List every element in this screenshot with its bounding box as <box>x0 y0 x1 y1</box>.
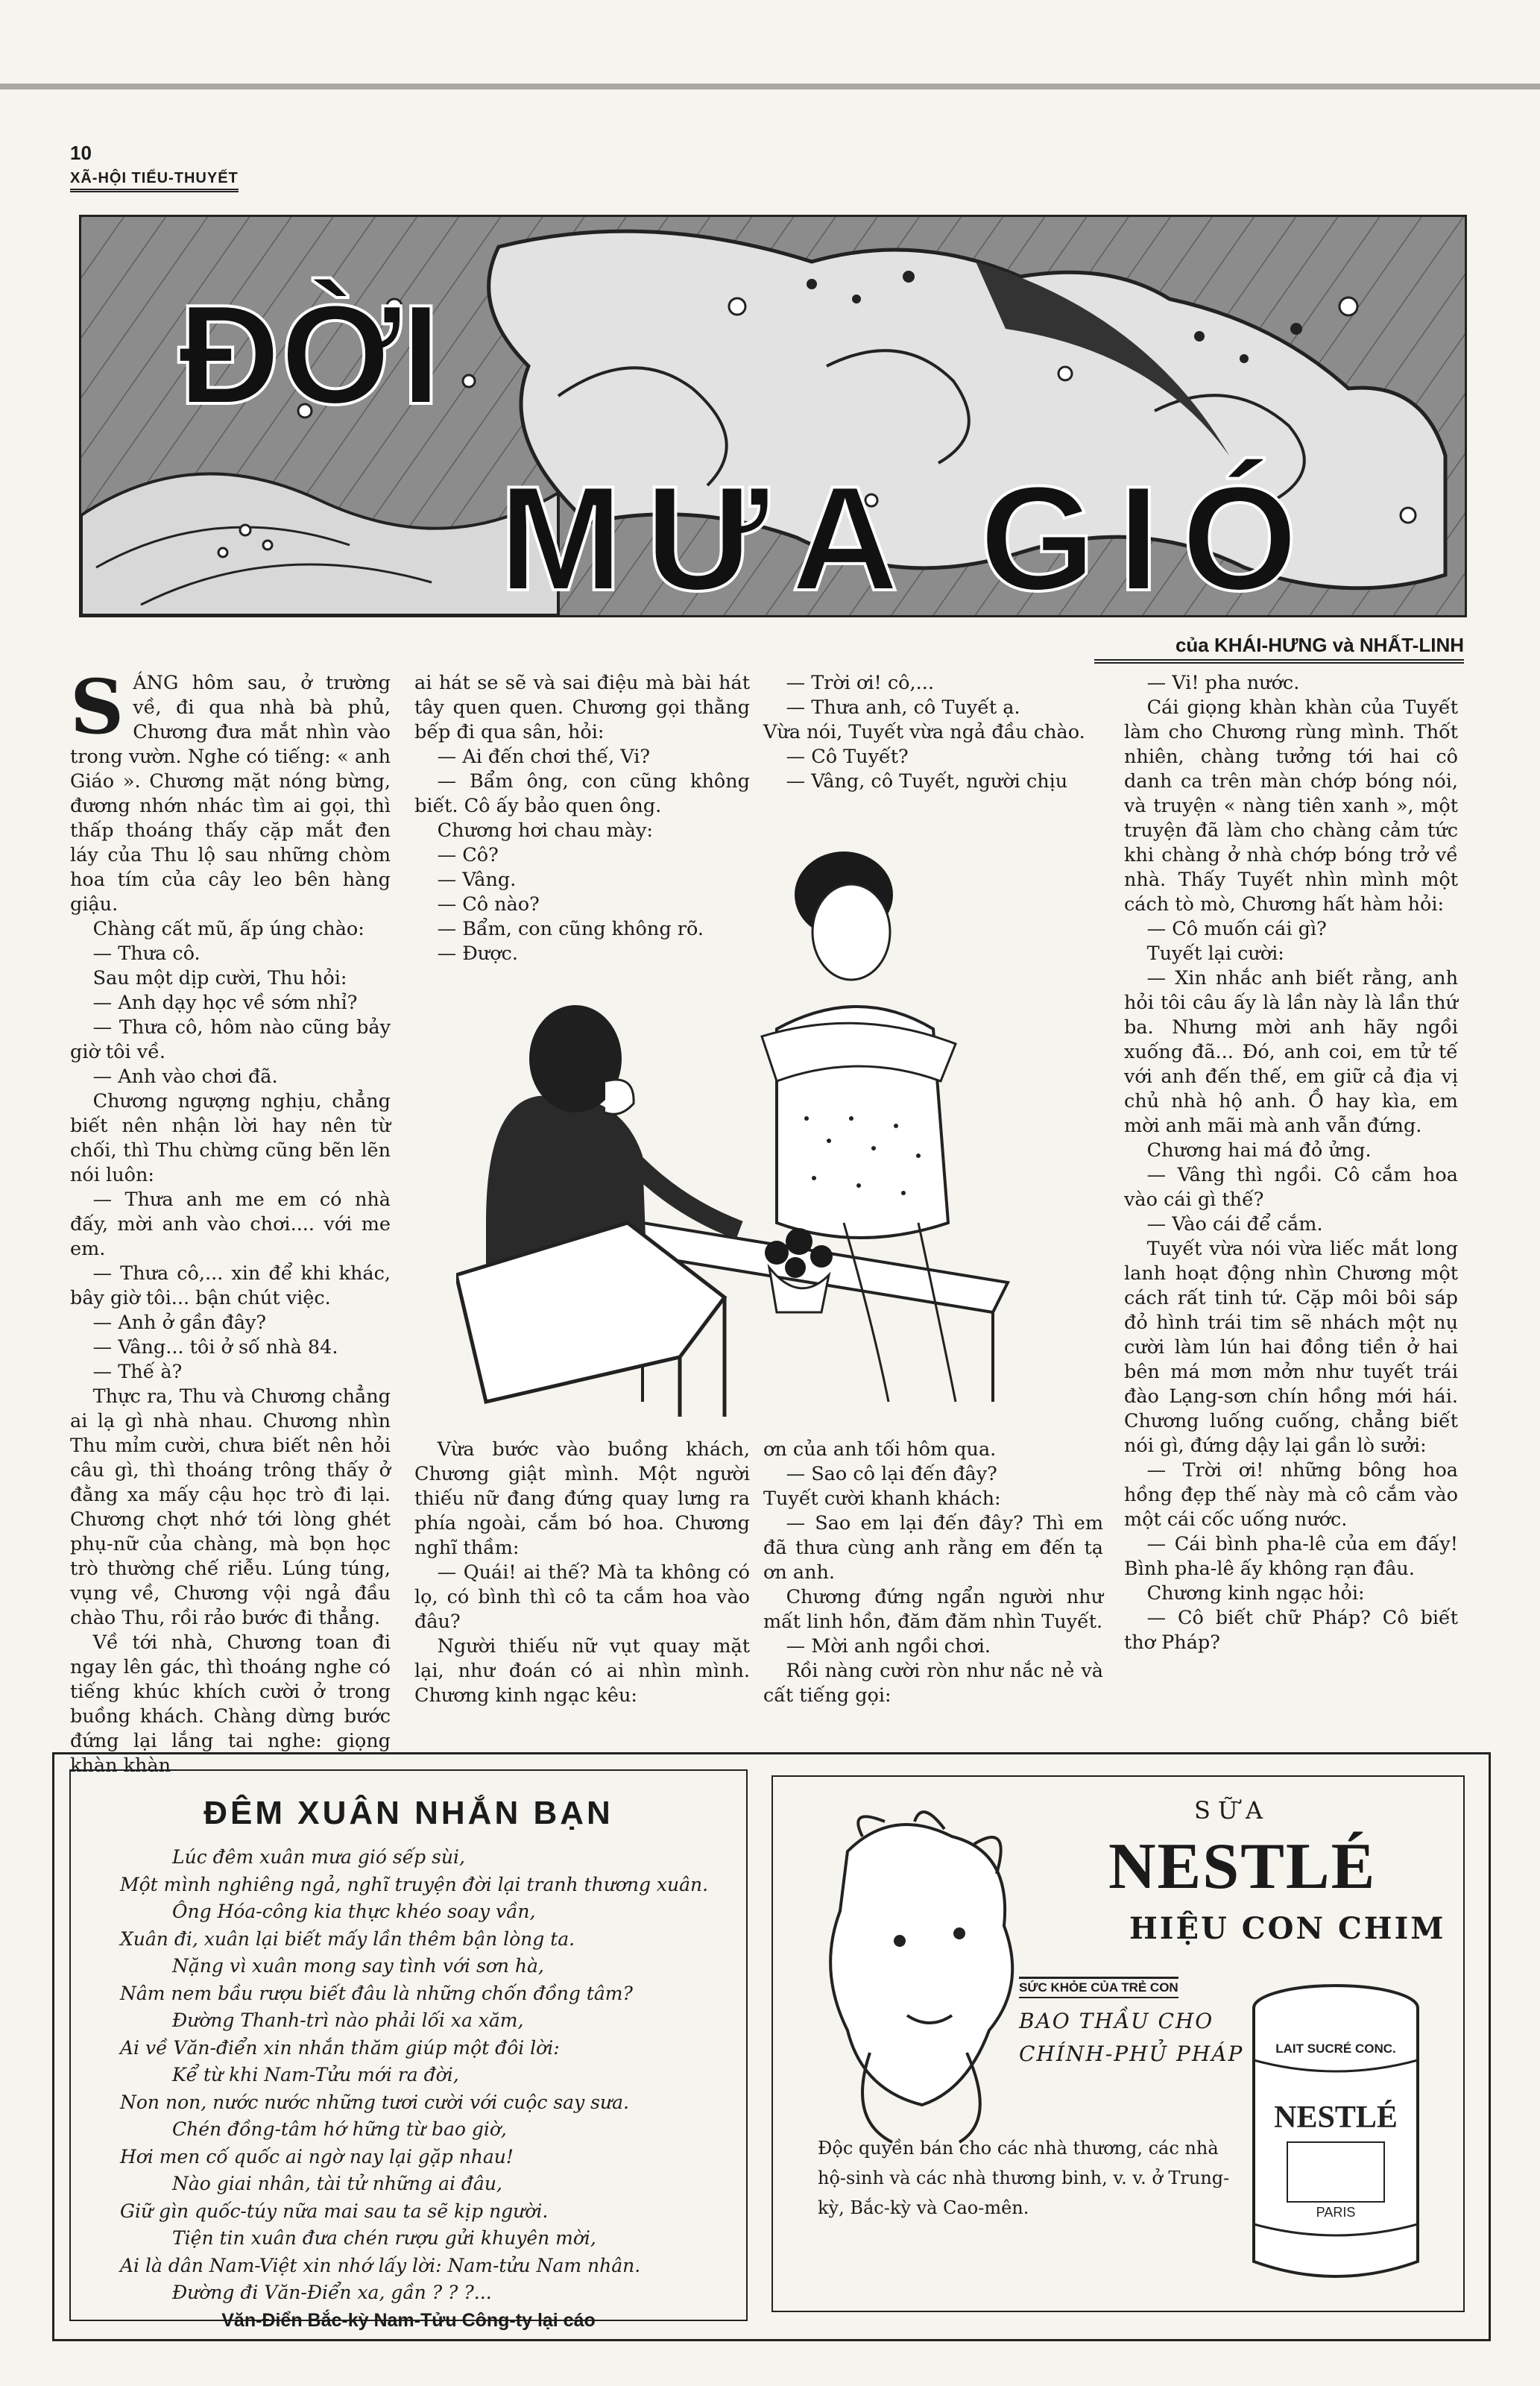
story-illustration <box>456 835 1023 1417</box>
poem-line: Ai là dân Nam-Việt xin nhớ lấy lời: Nam-tửu Nam nhân. <box>120 2254 641 2276</box>
nestle-advertisement <box>771 1775 1465 2312</box>
milk-tin-drawing <box>1243 1978 1429 2291</box>
ad-brand: NESTLÉ <box>1108 1831 1377 1903</box>
ad-health-tagline: SỨC KHỎE CỦA TRẺ CON <box>1019 1977 1178 1998</box>
poem-line: Tiện tin xuân đưa chén rượu gửi khuyên mời, <box>172 2227 596 2249</box>
poem-line: Non non, nước nước những tươi cười với cuộc say sưa. <box>120 2091 629 2113</box>
page-number: 10 <box>70 142 92 164</box>
advertisement-strip <box>52 1752 1491 2341</box>
poem-line: Hơi men cố quốc ai ngờ nay lại gặp nhau! <box>120 2145 514 2168</box>
poem-lines <box>90 1844 727 2307</box>
poem-line: Nặng vì xuân mong say tình với sơn hà, <box>172 1955 544 1977</box>
ad-milk-label: SỮA <box>1194 1796 1270 1825</box>
poem-line: Đường Thanh-trì nào phải lối xa xăm, <box>172 2009 524 2031</box>
child-drawing <box>803 1807 1041 2150</box>
poem-line: Xuân đi, xuân lại biết mấy lần thêm bận lòng ta. <box>120 1927 575 1950</box>
poem-line: Nào giai nhân, tài tử những ai đâu, <box>172 2173 502 2194</box>
column-2-top: ai hát se sẽ và sai điệu mà bài hát tây quen quen. Chương gọi thằng bếp đi qua sân, hỏi: — Ai đến chơi thế, Vi? — Bẩm ông, con cũng không biết. Cô ấy bảo quen ông. Chương hơi chau mày: — Cô? — Vâng. — Cô nào? — Bẩm, con cũng không rõ. — Được. <box>414 672 750 965</box>
tin-label-top: LAIT SUCRÉ CONC. <box>1275 2042 1396 2056</box>
ad-distribution: Độc quyền bán cho các nhà thương, các nhà hộ-sinh và các nhà thương binh, v. v. ở Trung-kỳ, Bắc-kỳ và Cao-mên. <box>818 2138 1230 2218</box>
column-3-bottom: ơn của anh tối hôm qua. — Sao cô lại đến đây? Tuyết cười khanh khách: — Sao em lại đến đây? Thì em đã thưa cùng anh rằng em đến tạ ơn anh. Chương đứng ngẩn người như mất linh hồn, đăm đăm nhìn Tuyết. — Mời anh ngồi chơi. Rồi nàng cười ròn như nắc nẻ và cất tiếng gọi: <box>763 1438 1103 1707</box>
drop-cap: S <box>70 663 124 751</box>
poem-line: Lúc đêm xuân mưa gió sếp sùi, <box>172 1846 465 1868</box>
top-rule <box>0 84 1540 89</box>
poem-line: Kể từ khi Nam-Tửu mới ra đời, <box>172 2064 459 2086</box>
opening-paragraph: SÁNG hôm sau, ở trường về, đi qua nhà bà phủ, Chương đưa mắt nhìn vào trong vườn. Nghe có tiếng: « anh Giáo ». Chương mặt nóng bừng, đương nhớn nhác tìm ai gọi, thì thấp thoáng thấy cặp mắt đen láy của Thu lộ sau những chòm hoa tím của cây leo bên hàng giậu. <box>70 663 391 916</box>
poem-line: Một mình nghiêng ngả, nghĩ truyện đời lại tranh thương xuân. <box>120 1873 709 1895</box>
tin-label-brand: NESTLÉ <box>1274 2100 1398 2135</box>
banner-title-line2: MƯA GIÓ <box>499 456 1320 615</box>
poem-line: Giữ gìn quốc-túy nữa mai sau ta sẽ kịp người. <box>120 2200 549 2222</box>
ad-contract: BAO THẦU CHO CHÍNH-PHỦ PHÁP <box>1019 2009 1244 2066</box>
ad-brand-subtitle: HIỆU CON CHIM <box>1129 1911 1446 1946</box>
poem-line: Nâm nem bầu rượu biết đâu là những chốn đồng tâm? <box>120 1982 633 2004</box>
column-3-top: — Trời ơi! cô,... — Thưa anh, cô Tuyết ạ. Vừa nói, Tuyết vừa ngả đầu chào. — Cô Tuyết? — Vâng, cô Tuyết, người chịu <box>763 672 1085 793</box>
poem-line: Đường đi Văn-Điển xa, gần ? ? ?... <box>172 2282 492 2303</box>
column-1: SÁNG hôm sau, ở trường về, đi qua nhà bà phủ, Chương đưa mắt nhìn vào trong vườn. Nghe có tiếng: « anh Giáo ». Chương mặt nóng bừng, đương nhớn nhác tìm ai gọi, thì thấp thoáng thấy cặp mắt đen láy của Thu lộ sau những chòm hoa tím của cây leo bên hàng giậu. Chàng cất mũ, ấp úng chào: — Thưa cô. Sau một dịp cười, Thu hỏi: — Anh dạy học về sớm nhỉ? — Thưa cô, hôm nào cũng bảy giờ tôi về. — Anh vào chơi đã. Chương ngượng nghịu, chẳng biết nên nhận lời hay nên từ chối, thì Thu chừng cũng bẽn lẽn nói luôn: — Thưa anh me em có nhà đấy, mời anh vào chơi.... với me em. — Thưa cô,... xin để khi khác, bây giờ tôi... bận chút việc. — Anh ở gần đây? — Vâng... tôi ở số nhà 84. — Thế à? Thực ra, Thu và Chương chẳng ai lạ gì nhà nhau. Chương nhìn Thu mỉm cười, chưa biết nên hỏi câu gì, thì thoáng trông thấy ở đằng xa mấy cậu học trò đi lại. Chương chợt nhớ tới lòng ghét phụ-nữ của chàng, mà bọn học trò thường chế riễu. Lúng túng, vụng về, Chương vội ngả đầu chào Thu, rồi rảo bước đi thẳng. Về tới nhà, Chương toan đi ngay lên gác, thì thoáng nghe có tiếng khúc khích cười ở trong buồng khách. Chàng dừng bước đứng lại lắng tai nghe: giọng khàn khàn <box>70 663 391 1777</box>
illustration-artwork <box>456 835 1023 1417</box>
column-4: — Vi! pha nước. Cái giọng khàn khàn của Tuyết làm cho Chương rùng mình. Thốt nhiên, chàng tưởng tới hai cô danh ca trên màn chớp bóng nói, và truyện « nàng tiên xanh », một truyện đã làm cho chàng cảm tức khi chàng ở nhà chớp bóng trở về nhà. Thấy Tuyết nhìn mình một cách tò mò, Chương hất hàm hỏi: — Cô muốn cái gì? Tuyết lại cười: — Xin nhắc anh biết rằng, anh hỏi tôi câu ấy là lần này là lần thứ ba. Nhưng mời anh hãy ngồi xuống đã... Đó, anh coi, em tử tế với anh đến thế, em giữ cả địa vị chủ nhà hộ anh. Ồ hay kìa, em mời anh mãi mà anh vẫn đứng. Chương hai má đỏ ửng. — Vâng thì ngồi. Cô cắm hoa vào cái gì thế? — Vào cái để cắm. Tuyết vừa nói vừa liếc mắt long lanh hoạt động nhìn Chương một cách rất tinh tứ. Cặp môi bôi sáp đỏ hình trái tim sẽ nhách một nụ cười làm lún hai đồng tiền ở hai bên má mơn mởn như tuyết trái đào Lạng-sơn chín hồng mới hái. Chương luống cuống, chẳng biết nói gì, đứng dậy lại gần lò sưởi: — Trời ơi! những bông hoa hồng đẹp thế này mà cô cắm vào một cái cốc uống nước. — Cái bình pha-lê của em đấy! Bình pha-lê ấy không rạn đâu. Chương kinh ngạc hỏi: — Cô biết chữ Pháp? Cô biết thơ Pháp? <box>1124 672 1458 1654</box>
poem-line: Ông Hóa-công kia thực khéo soay vần, <box>172 1901 536 1922</box>
byline: của KHÁI-HƯNG và NHẤT-LINH <box>1094 634 1464 664</box>
poem-title: ĐÊM XUÂN NHẮN BẠN <box>203 1795 613 1831</box>
title-banner <box>79 215 1467 617</box>
section-title: XÃ-HỘI TIỂU-THUYẾT <box>70 170 239 192</box>
banner-artwork <box>81 217 1465 615</box>
tin-label-bottom: PARIS <box>1316 2205 1356 2220</box>
poem-advertisement <box>69 1769 748 2331</box>
poem-signature: Văn-Điển Bắc-kỳ Nam-Tửu Công-ty lại cáo <box>221 2309 596 2331</box>
poem-line: Ai về Văn-điển xin nhắn thăm giúp một đôi lời: <box>120 2036 560 2059</box>
banner-title-line1: ĐỜI <box>178 276 441 434</box>
column-2-bottom: Vừa bước vào buồng khách, Chương giật mình. Một người thiếu nữ đang đứng quay lưng ra phía ngoài, cắm bó hoa. Chương nghĩ thầm: — Quái! ai thế? Mà ta không có lọ, có bình thì cô ta cắm hoa vào đâu? Người thiếu nữ vụt quay mặt lại, như đoán có ai nhìn mình. Chương kinh ngạc kêu: <box>414 1438 750 1707</box>
poem-line: Chén đồng-tâm hớ hững từ bao giờ, <box>172 2118 507 2140</box>
